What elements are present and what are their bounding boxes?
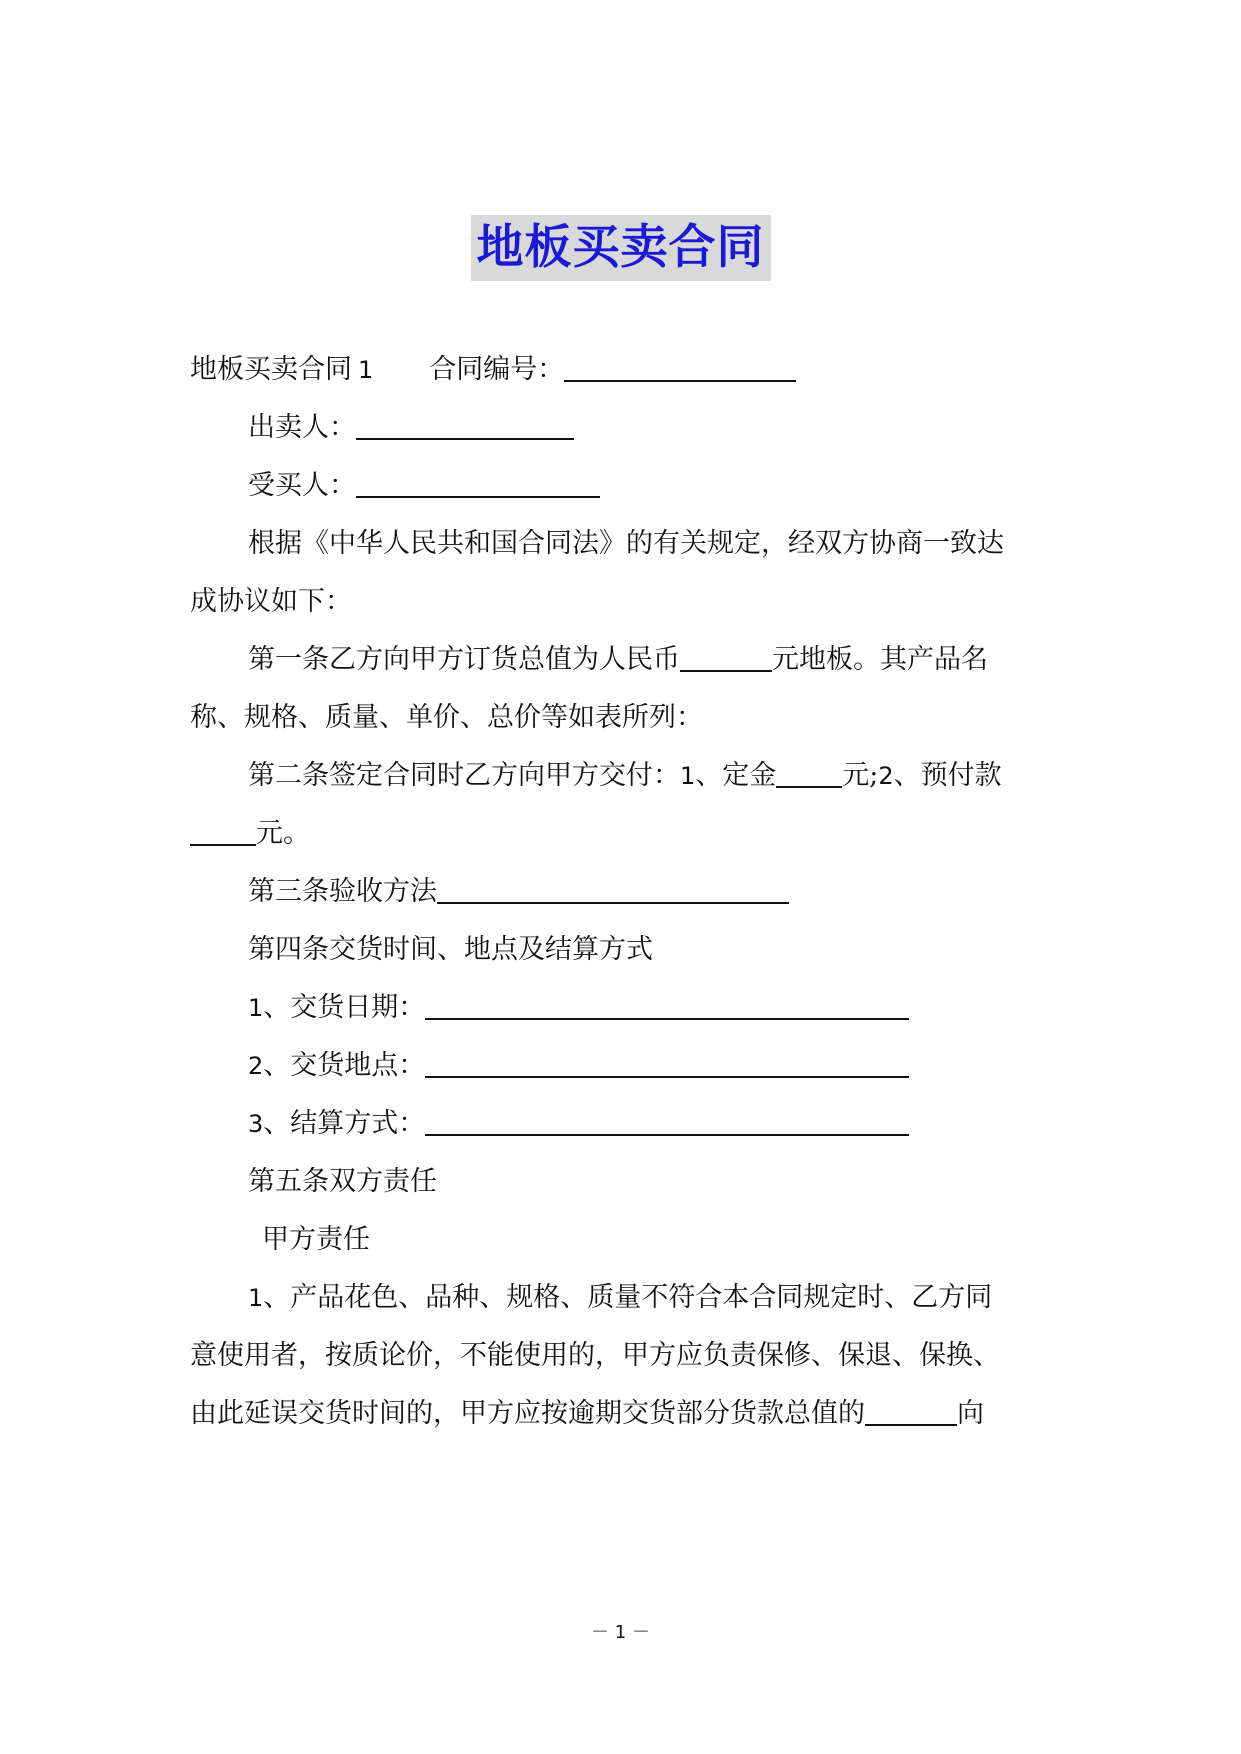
- doc-label: 地板买卖合同: [190, 354, 352, 385]
- article2-text: 第二条签定合同时乙方向甲方交付：: [248, 760, 680, 791]
- settlement-label: 、结算方式：: [263, 1108, 426, 1139]
- settlement-line: [248, 1104, 909, 1144]
- article2-item1-num: 1: [680, 762, 696, 790]
- clause1-text-1: 、产品花色、品种、规格、质量不符合本合同规定时、乙方同: [263, 1282, 993, 1313]
- article2-item2-num: 2: [878, 762, 894, 790]
- document-title: 地板买卖合同: [471, 215, 771, 281]
- delivery-place-label: 、交货地点：: [263, 1050, 426, 1081]
- clause1-number: 1: [248, 1284, 264, 1312]
- buyer-field[interactable]: [356, 466, 600, 498]
- article3-label: 第三条验收方法: [248, 876, 437, 907]
- seller-field[interactable]: [356, 408, 574, 440]
- seller-label: 出卖人：: [248, 412, 356, 443]
- item-number: 1: [248, 994, 264, 1022]
- article1-line-1: [248, 640, 988, 680]
- article1-line-2: 称、规格、质量、单价、总价等如表所列：: [190, 702, 703, 733]
- total-value-field[interactable]: [680, 640, 772, 672]
- buyer-line: [248, 466, 600, 506]
- title-container: [0, 215, 1241, 281]
- prepay-unit: 元。: [256, 818, 310, 849]
- deposit-field[interactable]: [776, 756, 842, 788]
- penalty-rate-field[interactable]: [865, 1394, 957, 1426]
- clause1-line-3: [190, 1394, 984, 1434]
- clause1-line-2: 意使用者，按质论价，不能使用的，甲方应负责保修、保退、保换、: [190, 1340, 1000, 1371]
- deposit-unit: 元;: [842, 760, 879, 791]
- clause1-text-3a: 由此延误交货时间的，甲方应按逾期交货部分货款总值的: [190, 1398, 865, 1429]
- header-line: [190, 350, 796, 390]
- article5-line: 第五条双方责任: [248, 1166, 437, 1197]
- buyer-label: 受买人：: [248, 470, 356, 501]
- item-number: 3: [248, 1110, 264, 1138]
- delivery-date-line: [248, 988, 909, 1028]
- delivery-place-field[interactable]: [425, 1046, 909, 1078]
- article1-text-b: 元地板。其产品名: [772, 644, 988, 675]
- intro-line-2: 成协议如下：: [190, 586, 352, 617]
- prepay-label: 、预付款: [893, 760, 1002, 791]
- article1-text-a: 第一条乙方向甲方订货总值为人民币: [248, 644, 680, 675]
- clause1-text-3b: 向: [957, 1398, 984, 1429]
- contract-no-label: 合同编号：: [429, 354, 565, 385]
- article3-line: [248, 872, 789, 912]
- doc-number: 1: [358, 356, 374, 384]
- clause1-line-1: [248, 1278, 992, 1318]
- seller-line: [248, 408, 574, 448]
- inspection-method-field[interactable]: [437, 872, 789, 904]
- deposit-label: 、定金: [695, 760, 777, 791]
- settlement-field[interactable]: [425, 1104, 909, 1136]
- item-number: 2: [248, 1052, 264, 1080]
- article2-line-1: [248, 756, 1002, 796]
- article2-line-2: [190, 814, 310, 854]
- page-number: － 1 －: [591, 1622, 650, 1643]
- article4-line: 第四条交货时间、地点及结算方式: [248, 934, 653, 965]
- intro-line-1: 根据《中华人民共和国合同法》的有关规定，经双方协商一致达: [248, 528, 1004, 559]
- contract-no-field[interactable]: [564, 350, 796, 382]
- party-a-heading: 甲方责任: [262, 1224, 370, 1255]
- delivery-date-field[interactable]: [425, 988, 909, 1020]
- delivery-date-label: 、交货日期：: [263, 992, 426, 1023]
- prepay-field[interactable]: [190, 814, 256, 846]
- delivery-place-line: [248, 1046, 909, 1086]
